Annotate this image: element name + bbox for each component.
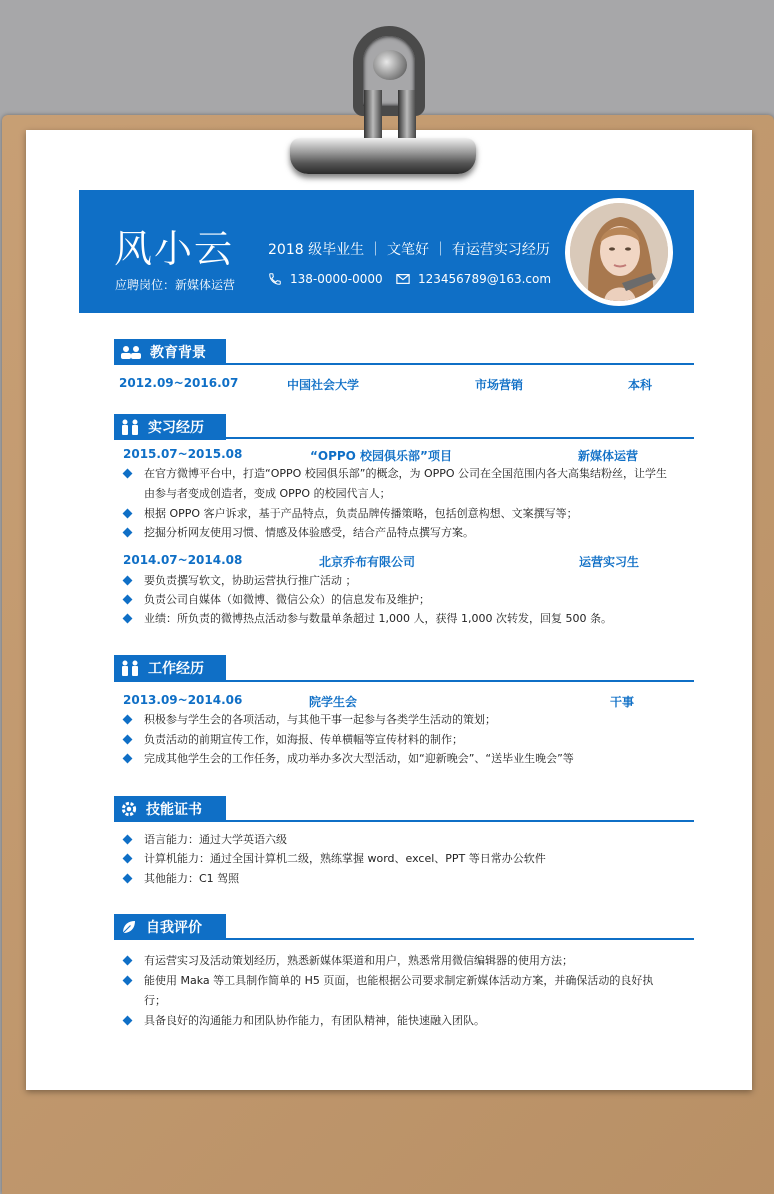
work-role: 干事: [610, 695, 635, 709]
email-address: 123456789@163.com: [418, 272, 552, 286]
education-major: 市场营销: [475, 378, 524, 392]
education-school: 中国社会大学: [287, 378, 360, 392]
list-item: 有运营实习及活动策划经历，熟悉新媒体渠道和用户，熟悉常用微信编辑器的使用方法；: [124, 951, 674, 971]
work-period: 2013.09~2014.06: [123, 693, 243, 707]
section-internship-label: 实习经历: [148, 420, 204, 436]
section-education-label: 教育背景: [150, 345, 206, 361]
people-icon: [120, 660, 140, 676]
work-org: 院学生会: [309, 695, 358, 709]
internship-1-org: “OPPO 校园俱乐部”项目: [310, 449, 452, 463]
list-item: 根据 OPPO 客户诉求，基于产品特点，负责品牌传播策略，包括创意构想、文案撰写等；: [124, 504, 674, 524]
education-degree: 本科: [628, 378, 653, 392]
graduates-icon: [120, 345, 142, 359]
section-education-title: [114, 339, 226, 365]
section-work-label: 工作经历: [148, 661, 204, 677]
candidate-name: 风小云: [114, 227, 235, 271]
list-item: 语言能力：通过大学英语六级: [124, 830, 674, 850]
list-item: 业绩：所负责的微博热点活动参与数量单条超过 1,000 人，获得 1,000 次转发，回复 500 条。: [124, 609, 674, 629]
list-item: 积极参与学生会的各项活动，与其他干事一起参与各类学生活动的策划；: [124, 710, 674, 730]
contact-email: [396, 272, 551, 286]
section-skills-divider: [114, 820, 694, 822]
internship-2-period: 2014.07~2014.08: [123, 553, 243, 567]
list-item: 计算机能力：通过全国计算机二级，熟练掌握 word、excel、PPT 等日常办公软件: [124, 849, 674, 869]
avatar-photo: [570, 203, 668, 301]
binder-clip-pivot: [373, 50, 407, 80]
education-period: 2012.09~2016.07: [119, 376, 239, 390]
section-skills-title: [114, 796, 226, 822]
list-item: 挖掘分析网友使用习惯、情感及体验感受，结合产品特点撰写方案。: [124, 523, 674, 543]
section-education-divider: [114, 363, 694, 365]
avatar: [565, 198, 673, 306]
internship-2-role: 运营实习生: [579, 555, 640, 569]
list-item: 负责活动的前期宣传工作，如海报、传单横幅等宣传材料的制作；: [124, 730, 674, 750]
resume-header: [79, 190, 694, 313]
section-work-title: [114, 655, 226, 681]
list-item: 在官方微博平台中，打造“OPPO 校园俱乐部”的概念，为 OPPO 公司在全国范围内各大高集结粉丝，让学生由参与者变成创造者，变成 OPPO 的校园代言人；: [124, 464, 674, 504]
applied-position: 应聘岗位：新媒体运营: [115, 278, 236, 292]
leaf-icon: [120, 918, 138, 936]
section-self-label: 自我评价: [146, 920, 202, 936]
internship-2-org: 北京乔布有限公司: [319, 555, 416, 569]
list-item: 完成其他学生会的工作任务，成功举办多次大型活动，如“迎新晚会”、“送毕业生晚会”等: [124, 749, 674, 769]
list-item: 能使用 Maka 等工具制作简单的 H5 页面，也能根据公司要求制定新媒体活动方案，并确保活动的良好执行；: [124, 971, 674, 1011]
people-icon: [120, 419, 140, 435]
list-item: 要负责撰写软文，协助运营执行推广活动 ；: [124, 571, 674, 591]
list-item: 具备良好的沟通能力和团队协作能力，有团队精神，能快速融入团队。: [124, 1011, 674, 1031]
list-item: 负责公司自媒体（如微博、微信公众）的信息发布及维护；: [124, 590, 674, 610]
internship-1-period: 2015.07~2015.08: [123, 447, 243, 461]
phone-icon: [268, 272, 282, 286]
section-self-divider: [114, 938, 694, 940]
candidate-tagline: 2018 级毕业生 ｜ 文笔好 ｜ 有运营实习经历: [268, 242, 550, 258]
section-self-title: [114, 914, 226, 940]
section-internship-divider: [114, 437, 694, 439]
list-item: 其他能力：C1 驾照: [124, 869, 674, 889]
portrait-illustration: [570, 203, 668, 301]
gear-icon: [120, 800, 138, 818]
contact-phone: [268, 272, 383, 286]
binder-clip-base: [290, 138, 476, 174]
internship-1-role: 新媒体运营: [578, 449, 639, 463]
phone-number: 138-0000-0000: [290, 272, 383, 286]
section-skills-label: 技能证书: [146, 802, 202, 818]
mail-icon: [396, 273, 410, 285]
section-work-divider: [114, 680, 694, 682]
